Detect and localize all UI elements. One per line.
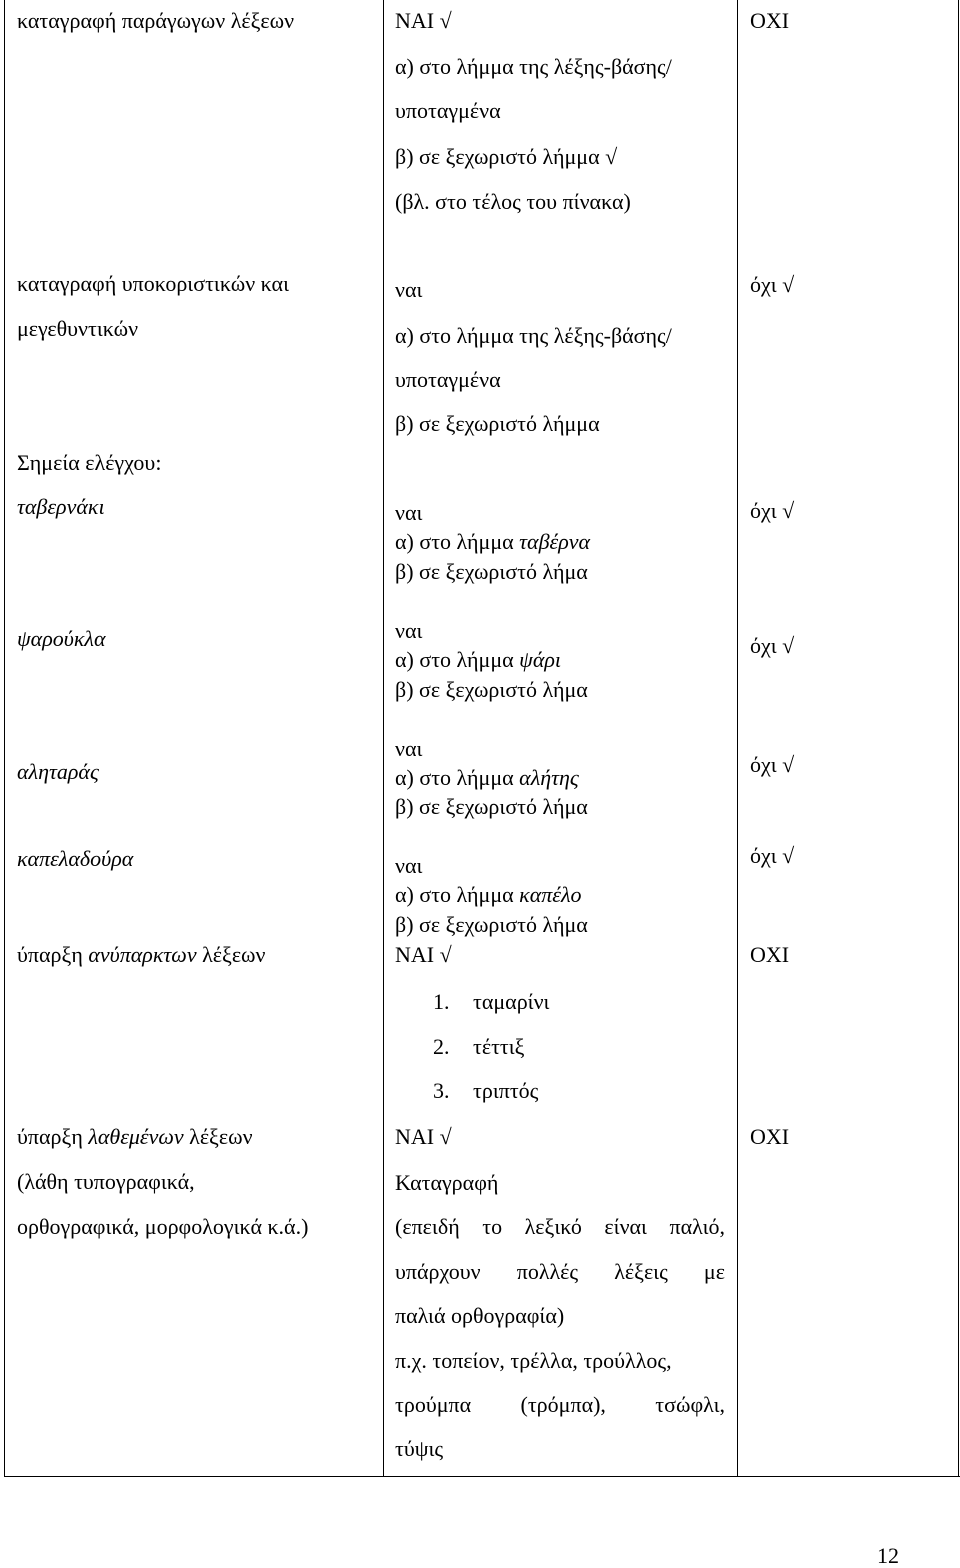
list-item: ταμαρίνι: [473, 989, 550, 1014]
row2-option-a: α) στο λήμμα της λέξης-βάσης/: [395, 323, 672, 348]
row3-no: ΟΧΙ: [750, 942, 790, 967]
row4-yes: ΝΑΙ √: [395, 1124, 452, 1149]
row4-criterion-line2: (λάθη τυπογραφικά,: [17, 1169, 195, 1194]
row2-no: όχι √: [750, 272, 795, 297]
list-item: τέττιξ: [473, 1034, 525, 1059]
checkpoint-option-b: β) σε ξεχωριστό λήμα: [395, 912, 588, 937]
row2-option-b: β) σε ξεχωριστό λήμμα: [395, 411, 600, 436]
row4-examples-line2: τρούμπα (τρόμπα), τσώφλι,: [395, 1392, 725, 1417]
row1-yes: ΝΑΙ √: [395, 8, 452, 33]
checkpoint-option-a: α) στο λήμμα ψάρι: [395, 647, 562, 672]
row1-note: (βλ. στο τέλος του πίνακα): [395, 189, 631, 214]
table-right-border: [958, 0, 959, 1477]
row2-yes: ναι: [395, 277, 423, 302]
checkpoint-word: αλητaράς: [17, 759, 99, 784]
checkpoint-no: όχι √: [750, 633, 795, 658]
checkpoint-option-b: β) σε ξεχωριστό λήμα: [395, 559, 588, 584]
row3-criterion: ύπαρξη ανύπαρκτων λέξεων: [17, 942, 266, 967]
row1-criterion: καταγραφή παράγωγων λέξεων: [17, 8, 295, 33]
row4-criterion-line1: ύπαρξη λαθεμένων λέξεων: [17, 1124, 253, 1149]
checkpoint-option-a: α) στο λήμμα ταβέρνα: [395, 529, 591, 554]
row4-explanation-line1: (επειδή το λεξικό είναι παλιό,: [395, 1214, 725, 1239]
row2-option-a-cont: υποταγμένα: [395, 367, 501, 392]
row1-option-b: β) σε ξεχωριστό λήμμα √: [395, 144, 618, 169]
checkpoint-option-b: β) σε ξεχωριστό λήμα: [395, 794, 588, 819]
row3-yes: ΝΑΙ √: [395, 942, 452, 967]
column-divider-1: [383, 0, 384, 1477]
checkpoint-yes: ναι: [395, 500, 423, 525]
checkpoints-label: Σημεία ελέγχου:: [17, 450, 162, 475]
row4-record: Καταγραφή: [395, 1170, 499, 1195]
row2-criterion-line2: μεγεθυντικών: [17, 316, 139, 341]
list-item-number: 1.: [433, 989, 450, 1014]
checkpoint-option-a: α) στο λήμμα καπέλο: [395, 882, 582, 907]
checkpoint-word: ψαρούκλα: [17, 626, 106, 651]
row4-criterion-line3: ορθογραφικά, μορφολογικά κ.ά.): [17, 1214, 309, 1239]
row4-no: ΟΧΙ: [750, 1124, 790, 1149]
row4-examples-line3: τύψις: [395, 1436, 444, 1461]
column-divider-2: [737, 0, 738, 1477]
checkpoint-option-b: β) σε ξεχωριστό λήμα: [395, 677, 588, 702]
checkpoint-base-word: ψάρι: [519, 647, 562, 672]
checkpoint-base-word: αλήτης: [519, 765, 579, 790]
row4-examples-line1: π.χ. τοπείον, τρέλλα, τρούλλος,: [395, 1348, 672, 1373]
row4-explanation-line3: παλιά ορθογραφία): [395, 1303, 565, 1328]
checkpoint-no: όχι √: [750, 843, 795, 868]
checkpoint-yes: ναι: [395, 853, 423, 878]
row1-option-a: α) στο λήμμα της λέξης-βάσης/: [395, 54, 672, 79]
page-number: 12: [877, 1543, 899, 1568]
row1-option-a-cont: υποταγμένα: [395, 98, 501, 123]
checkpoint-word: καπελαδούρα: [17, 846, 134, 871]
checkpoint-option-a: α) στο λήμμα αλήτης: [395, 765, 579, 790]
list-item: τριπτός: [473, 1078, 539, 1103]
checkpoint-no: όχι √: [750, 498, 795, 523]
list-item-number: 3.: [433, 1078, 450, 1103]
checkpoint-base-word: καπέλο: [519, 882, 582, 907]
list-item-number: 2.: [433, 1034, 450, 1059]
row2-criterion-line1: καταγραφή υποκοριστικών και: [17, 271, 289, 296]
checkpoint-word: ταβερνάκι: [17, 494, 105, 519]
row1-no: ΟΧΙ: [750, 8, 790, 33]
checkpoint-yes: ναι: [395, 736, 423, 761]
checkpoint-yes: ναι: [395, 618, 423, 643]
table-bottom-border: [4, 1476, 960, 1477]
checkpoint-no: όχι √: [750, 752, 795, 777]
row4-explanation-line2: υπάρχουν πολλές λέξεις με: [395, 1259, 725, 1284]
checkpoint-base-word: ταβέρνα: [519, 529, 591, 554]
table-left-border: [4, 0, 5, 1477]
